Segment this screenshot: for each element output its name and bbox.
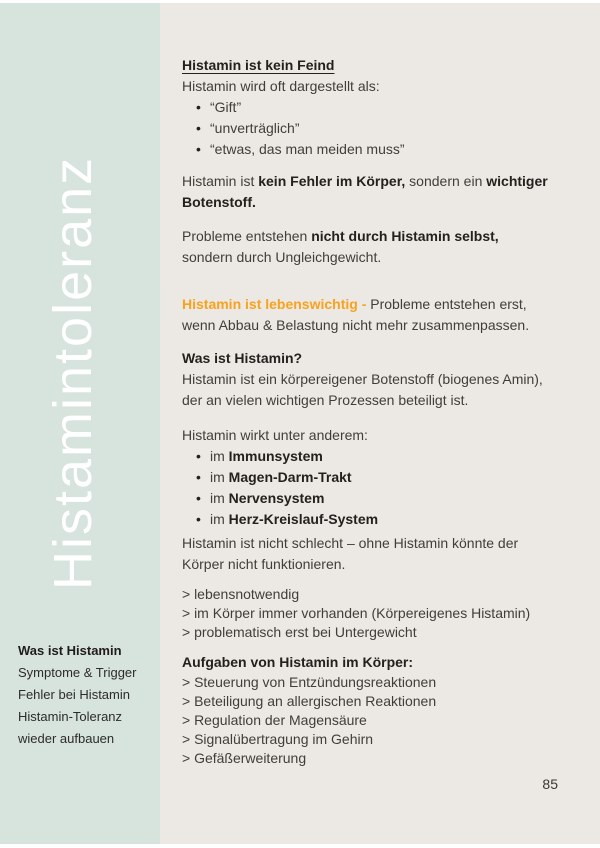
aufgaben-item: > Beteiligung an allergischen Reaktionen bbox=[182, 693, 437, 709]
facts-list bbox=[182, 585, 560, 642]
text-line: Histamin ist lebenswichtig - Probleme entstehen erst, bbox=[182, 296, 527, 312]
paragraph-nicht-schlecht bbox=[182, 533, 560, 575]
section-heading-kein-feind: Histamin ist kein Feind bbox=[182, 57, 335, 73]
list-item-label: im Magen-Darm-Trakt bbox=[210, 469, 352, 485]
lead-wirkt: Histamin wirkt unter anderem: bbox=[182, 427, 368, 443]
fact-item: > im Körper immer vorhanden (Körpereigenes Histamin) bbox=[182, 605, 531, 621]
bullet-icon: • bbox=[196, 511, 201, 527]
list-item-label: “Gift” bbox=[210, 99, 242, 115]
sidebar-item-symptome-trigger[interactable]: Symptome & Trigger bbox=[18, 665, 137, 680]
bullet-icon: • bbox=[196, 448, 201, 464]
bullet-icon: • bbox=[196, 490, 201, 506]
sidebar-item-histamin-toleranz-wieder-aufbauen[interactable]: Histamin-Toleranz wieder aufbauen bbox=[18, 709, 123, 746]
text-line: Körper nicht funktionieren. bbox=[182, 556, 346, 572]
text-line: Probleme entstehen nicht durch Histamin selbst, bbox=[182, 228, 499, 244]
list-item-label: “unverträglich” bbox=[210, 120, 300, 136]
sidebar-nav bbox=[18, 640, 150, 750]
list-item bbox=[182, 118, 560, 139]
list-item-label: im Nervensystem bbox=[210, 490, 325, 506]
sidebar bbox=[0, 3, 160, 844]
page-number: 85 bbox=[542, 776, 558, 792]
aufgaben-item: > Regulation der Magensäure bbox=[182, 712, 367, 728]
text-line: Histamin ist ein körpereigener Botenstoff (biogenes Amin), bbox=[182, 371, 543, 387]
aufgaben-item: > Gefäßerweiterung bbox=[182, 750, 307, 766]
sidebar-item-was-ist-histamin[interactable]: Was ist Histamin bbox=[18, 643, 122, 658]
text-line: der an vielen wichtigen Prozessen beteiligt ist. bbox=[182, 392, 469, 408]
main-content bbox=[160, 3, 600, 844]
list-item bbox=[182, 446, 560, 467]
list-item bbox=[182, 139, 560, 160]
lead-dargestellt-als: Histamin wird oft dargestellt als: bbox=[182, 78, 380, 94]
paragraph-probleme bbox=[182, 226, 560, 268]
fact-item: > problematisch erst bei Untergewicht bbox=[182, 624, 417, 640]
aufgaben-list bbox=[182, 673, 560, 768]
highlight-orange: Histamin ist lebenswichtig - bbox=[182, 296, 371, 312]
section-wirkt bbox=[182, 425, 560, 530]
list-item-label: im Immunsystem bbox=[210, 448, 323, 464]
paragraph-kein-fehler bbox=[182, 171, 560, 213]
section-aufgaben bbox=[182, 652, 560, 768]
fact-item: > lebensnotwendig bbox=[182, 586, 300, 602]
text-line: Histamin ist nicht schlecht – ohne Histamin könnte der bbox=[182, 535, 519, 551]
section-kein-feind bbox=[182, 55, 560, 160]
section-was-ist-histamin bbox=[182, 348, 560, 411]
section-heading-was-ist-histamin: Was ist Histamin? bbox=[182, 350, 303, 366]
list-item bbox=[182, 467, 560, 488]
text-line: Histamin ist kein Fehler im Körper, sondern ein wichtiger bbox=[182, 173, 548, 189]
section-heading-aufgaben: Aufgaben von Histamin im Körper: bbox=[182, 654, 414, 670]
sidebar-vertical-title: Histamintoleranz bbox=[43, 155, 103, 590]
aufgaben-item: > Steuerung von Entzündungsreaktionen bbox=[182, 674, 437, 690]
text-line: Botenstoff. bbox=[182, 194, 256, 210]
list-item bbox=[182, 488, 560, 509]
text-line: sondern durch Ungleichgewicht. bbox=[182, 249, 382, 265]
callout-lebenswichtig bbox=[182, 294, 560, 336]
list-item-label: “etwas, das man meiden muss” bbox=[210, 141, 405, 157]
bullet-icon: • bbox=[196, 99, 201, 115]
sidebar-item-fehler-bei-histamin[interactable]: Fehler bei Histamin bbox=[18, 687, 130, 702]
list-item-label: im Herz-Kreislauf-System bbox=[210, 511, 379, 527]
list-item bbox=[182, 509, 560, 530]
bullet-icon: • bbox=[196, 141, 201, 157]
bullet-icon: • bbox=[196, 469, 201, 485]
bullet-icon: • bbox=[196, 120, 201, 136]
aufgaben-item: > Signalübertragung im Gehirn bbox=[182, 731, 374, 747]
list-item bbox=[182, 97, 560, 118]
text-line: wenn Abbau & Belastung nicht mehr zusammenpassen. bbox=[182, 317, 530, 333]
